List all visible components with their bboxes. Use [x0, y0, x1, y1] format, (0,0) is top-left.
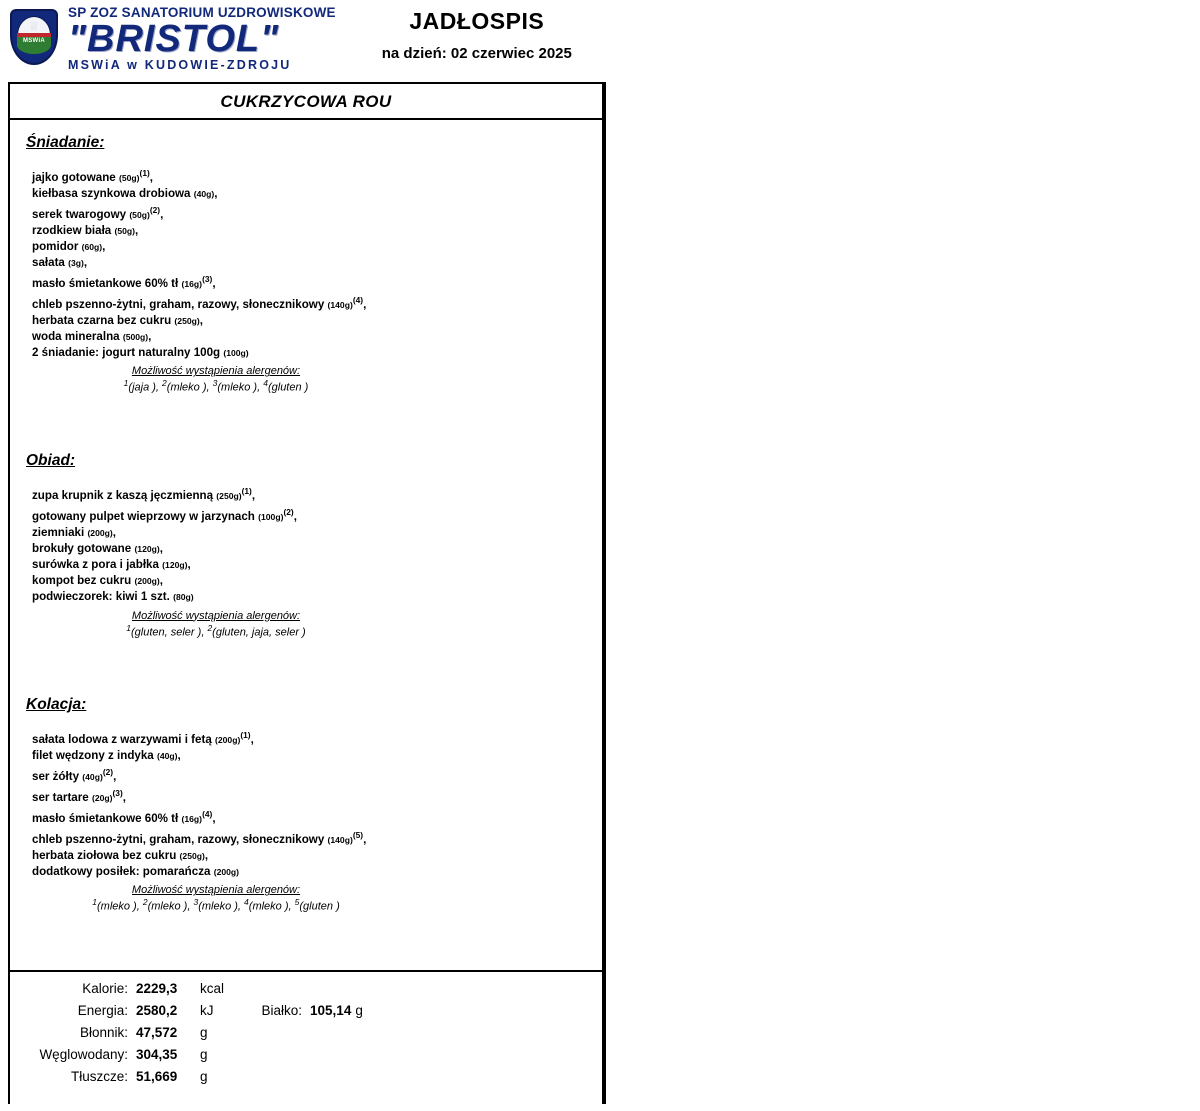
dish-item [32, 727, 590, 748]
frame-divider [604, 82, 606, 1104]
allergen-text: (mleko ) [97, 900, 137, 913]
dish-quantity: (40g) [157, 751, 178, 762]
diet-name: CUKRZYCOWA ROU [10, 84, 602, 120]
dish-quantity: (120g) [162, 560, 188, 571]
dish-separator: , [122, 791, 126, 805]
dish-allergen-ref: (1) [241, 486, 252, 497]
dish-item [32, 827, 590, 848]
summary-label: Energia: [77, 1003, 128, 1018]
allergens-block [22, 610, 590, 639]
allergen-index: 5 [294, 897, 300, 908]
dish-separator: , [214, 186, 218, 200]
dish-separator: , [199, 314, 203, 328]
allergen-index: 2 [207, 622, 213, 633]
dish-name: ser tartare [32, 791, 89, 805]
allergen-text: (gluten ) [267, 382, 309, 395]
dish-name: ziemniaki [32, 526, 85, 540]
dish-quantity: (80g) [173, 592, 194, 603]
page-title: JADŁOSPIS [409, 8, 545, 34]
dish-item [32, 202, 590, 223]
dish-separator: , [83, 256, 88, 270]
dish-name: ser żółty [32, 770, 80, 784]
title-block [382, 0, 572, 62]
summary-unit: kcal [200, 981, 225, 996]
dish-name: herbata ziołowa bez cukru [32, 849, 177, 863]
allergen-index: 4 [263, 378, 268, 389]
dish-list [22, 483, 590, 605]
eagle-icon: ♕ [28, 18, 40, 33]
dish-allergen-ref: (1) [240, 730, 251, 741]
summary-row [8, 1025, 604, 1047]
dish-name: gotowany pulpet wieprzowy w jarzynach [32, 509, 255, 523]
dish-quantity: (200g) [215, 735, 241, 746]
dish-item [32, 525, 590, 541]
dish-name: zupa krupnik z kaszą jęczmienną [32, 488, 214, 502]
allergen-text: (mleko ) [217, 382, 258, 395]
meal-spacer [10, 638, 602, 696]
dish-name: 2 śniadanie: jogurt naturalny 100g [32, 346, 221, 360]
summary-label: Błonnik: [79, 1025, 128, 1040]
allergens-list: $^1$(jaja ), $^2$(mleko ), $^3$(mleko ), $^4$(gluten ) [123, 378, 309, 395]
dish-quantity: (50g) [114, 226, 136, 236]
logo-line-3: MSWiA w KUDOWIE-ZDROJU [68, 57, 292, 72]
dish-item [32, 806, 590, 827]
dish-quantity: (250g) [174, 316, 200, 327]
dish-name: kiełbasa szynkowa drobiowa [32, 186, 191, 200]
summary-extra-value: 105,14 [310, 1003, 352, 1018]
allergens-list: $^1$(gluten, seler ), $^2$(gluten, jaja, seler ) [126, 622, 306, 639]
summary-row [8, 1069, 604, 1091]
dish-allergen-ref: (4) [202, 809, 213, 820]
allergen-index: 2 [162, 378, 167, 389]
dish-name: kompot bez cukru [32, 574, 132, 588]
dish-separator: , [363, 298, 367, 312]
meal-title: Kolacja: [26, 696, 87, 714]
logo-line-1: SP ZOZ SANATORIUM UZDROWISKOWE [68, 5, 336, 20]
dish-item [32, 848, 590, 864]
logo-badge-text: MSWiA [22, 37, 46, 44]
document-date: na dzień: 02 czerwiec 2025 [381, 45, 572, 62]
dish-quantity: (100g) [223, 348, 249, 359]
dish-item [32, 255, 590, 271]
dish-item [32, 292, 590, 313]
dish-quantity: (16g) [181, 279, 203, 290]
dish-separator: , [113, 770, 117, 784]
dish-item [32, 223, 590, 239]
dish-name: serek twarogowy [32, 207, 127, 221]
dish-allergen-ref: (1) [139, 168, 150, 178]
allergen-index: 3 [212, 378, 218, 389]
dish-separator: , [112, 526, 116, 540]
summary-label: Kalorie: [82, 981, 128, 996]
dish-name: dodatkowy posiłek: pomarańcza [32, 865, 211, 879]
dish-separator: , [102, 240, 106, 254]
dish-name: chleb pszenno-żytni, graham, razowy, słonecznikowy [32, 832, 325, 846]
dish-separator: , [159, 542, 163, 556]
dish-separator: , [159, 574, 163, 588]
dish-item [32, 271, 590, 292]
dish-name: masło śmietankowe 60% tł [32, 277, 179, 291]
dish-quantity: (40g) [82, 772, 103, 783]
allergens-title: Możliwość wystąpienia alergenów: [131, 365, 301, 378]
dish-item [32, 785, 590, 806]
dish-quantity: (20g) [91, 793, 113, 804]
dish-allergen-ref: (2) [283, 507, 294, 518]
dish-item [32, 165, 590, 186]
dish-quantity: (3g) [68, 258, 84, 269]
allergen-text: (gluten ) [299, 900, 340, 913]
dish-quantity: (140g) [327, 834, 353, 845]
allergen-index: 4 [244, 897, 249, 908]
meal-block [10, 134, 602, 394]
dish-separator: , [187, 558, 191, 572]
document-header [0, 0, 1200, 82]
allergens-block [22, 884, 590, 913]
dish-name: woda mineralna [32, 330, 120, 344]
dish-separator: , [251, 488, 256, 502]
allergens-title: Możliwość wystąpienia alergenów: [131, 884, 301, 897]
summary-label: Tłuszcze: [70, 1069, 128, 1084]
dish-quantity: (200g) [87, 528, 113, 539]
dish-allergen-ref: (3) [112, 788, 123, 799]
summary-value: 304,35 [136, 1047, 178, 1062]
dish-name: brokuły gotowane [32, 542, 132, 556]
allergen-index: 2 [142, 897, 148, 908]
meal-block [10, 452, 602, 638]
dish-quantity: (140g) [327, 300, 353, 311]
dish-name: pomidor [32, 240, 79, 254]
allergen-text: (mleko ) [166, 382, 207, 395]
dish-name: chleb pszenno-żytni, graham, razowy, słonecznikowy [32, 298, 325, 312]
dish-item [32, 329, 590, 345]
dish-separator: , [293, 509, 297, 523]
dish-item [32, 864, 590, 880]
meal-spacer [10, 394, 602, 452]
dish-name: masło śmietankowe 60% tł [32, 811, 179, 825]
allergen-text: (mleko ) [147, 900, 188, 913]
summary-value: 2229,3 [136, 981, 178, 996]
allergen-text: (gluten, jaja, seler ) [212, 626, 306, 639]
allergen-text: (gluten, seler ) [131, 626, 202, 639]
dish-item [32, 573, 590, 589]
dish-separator: , [212, 277, 216, 291]
meals-container [10, 120, 602, 913]
summary-row [8, 1003, 604, 1025]
dish-item [32, 589, 590, 605]
dish-item [32, 557, 590, 573]
dish-list [22, 727, 590, 880]
allergens-list: $^1$(mleko ), $^2$(mleko ), $^3$(mleko ), $^4$(mleko ), $^5$(gluten ) [92, 897, 340, 913]
summary-unit: g [200, 1025, 208, 1040]
dish-separator: , [250, 733, 254, 747]
allergen-index: 1 [126, 622, 131, 633]
dish-allergen-ref: (5) [352, 830, 364, 841]
dish-separator: , [160, 207, 164, 221]
allergen-text: (jaja ) [128, 382, 156, 395]
nutrition-summary [8, 970, 604, 1091]
summary-unit: g [200, 1069, 208, 1084]
dish-allergen-ref: (2) [102, 767, 114, 778]
dish-allergen-ref: (2) [149, 205, 161, 216]
dish-name: rzodkiew biała [32, 224, 112, 237]
dish-quantity: (250g) [216, 490, 242, 501]
dish-quantity: (50g) [118, 172, 140, 183]
dish-separator: , [177, 749, 181, 763]
allergen-index: 3 [193, 897, 199, 908]
mswia-shield-icon [6, 7, 62, 69]
dish-quantity: (120g) [134, 544, 160, 555]
dish-item [32, 345, 590, 361]
allergens-block [22, 365, 590, 394]
dish-quantity: (500g) [122, 332, 149, 343]
dish-quantity: (200g) [134, 576, 160, 587]
dish-name: podwieczorek: kiwi 1 szt. [32, 590, 170, 604]
dish-item [32, 313, 590, 329]
summary-extra-label: Białko: [261, 1003, 303, 1018]
dish-separator: , [212, 811, 216, 825]
logo-brand-name: "BRISTOL" [68, 17, 280, 60]
dish-name: surówka z pora i jabłka [32, 558, 159, 572]
dish-item [32, 504, 590, 525]
dish-item [32, 541, 590, 557]
dish-separator: , [148, 330, 152, 344]
dish-name: sałata lodowa z warzywami i fetą [32, 733, 212, 747]
dish-quantity: (100g) [258, 511, 284, 522]
meal-block [10, 696, 602, 913]
dish-separator: , [135, 224, 139, 237]
dish-quantity: (60g) [81, 242, 103, 253]
dish-item [32, 764, 590, 785]
dish-quantity: (50g) [129, 209, 150, 220]
meal-title: Obiad: [26, 452, 76, 470]
summary-row [8, 981, 604, 1003]
allergen-text: (mleko ) [198, 900, 238, 913]
dish-allergen-ref: (3) [202, 274, 213, 285]
dish-separator: , [204, 849, 209, 863]
allergen-text: (mleko ) [248, 900, 289, 913]
dish-separator: , [363, 832, 367, 846]
allergen-index: 1 [92, 897, 97, 908]
dish-separator: , [149, 170, 154, 184]
dish-quantity: (200g) [213, 867, 240, 878]
dish-quantity: (16g) [181, 813, 203, 824]
dish-name: herbata czarna bez cukru [32, 314, 172, 328]
dish-item [32, 483, 590, 504]
meal-title: Śniadanie: [26, 134, 105, 151]
dish-item [32, 239, 590, 255]
summary-extra-unit: g [355, 1003, 363, 1018]
summary-unit: kJ [200, 1003, 214, 1018]
allergen-index: 1 [123, 378, 129, 389]
dish-item [32, 748, 590, 764]
allergens-title: Możliwość wystąpienia alergenów: [131, 609, 301, 622]
summary-value: 51,669 [136, 1069, 178, 1084]
dish-name: filet wędzony z indyka [32, 749, 154, 763]
summary-label: Węglowodany: [39, 1047, 128, 1062]
dish-item [32, 186, 590, 202]
dish-name: sałata [32, 256, 65, 270]
menu-frame [8, 82, 604, 1104]
dish-quantity: (40g) [193, 188, 215, 199]
summary-value: 2580,2 [136, 1003, 178, 1018]
summary-value: 47,572 [136, 1025, 178, 1040]
dish-list [22, 165, 590, 361]
dish-allergen-ref: (4) [352, 295, 364, 306]
dish-quantity: (250g) [179, 851, 205, 862]
institution-logo [0, 0, 336, 71]
summary-unit: g [200, 1047, 208, 1062]
summary-row [8, 1047, 604, 1069]
dish-name: jajko gotowane [32, 170, 116, 184]
